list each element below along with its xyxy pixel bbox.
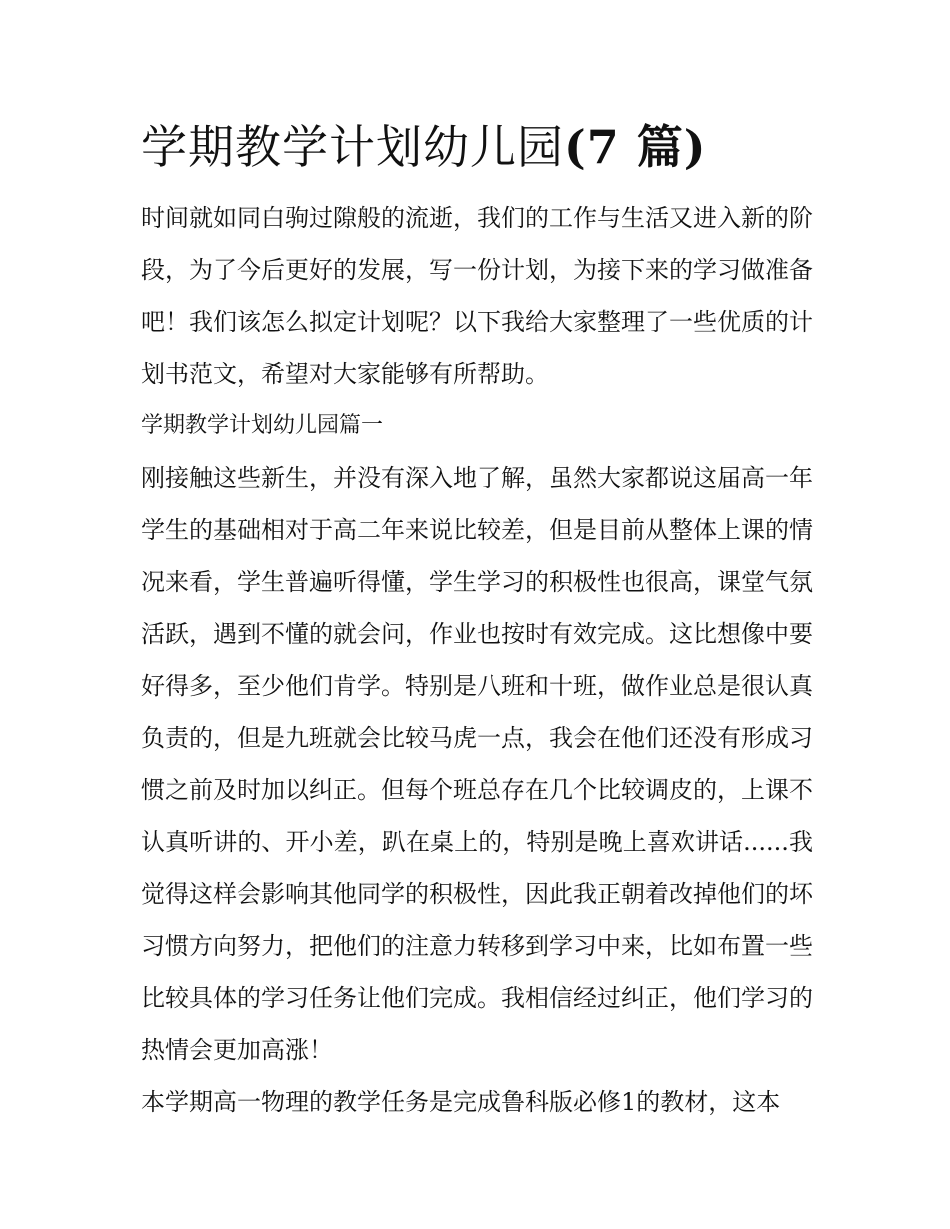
title-suffix: (7 篇) (564, 120, 707, 174)
title-main: 学期教学计划幼儿园 (141, 120, 564, 174)
body-paragraph-1: 刚接触这些新生，并没有深入地了解，虽然大家都说这届高一年学生的基础相对于高二年来说比较差，但是目前从整体上课的情况来看，学生普遍听得懂，学生学习的积极性也很高，课堂气氛活跃，遇到不懂的就会问，作业也按时有效完成。这比想像中要好得多，至少他们肯学。特别是八班和十班，做作业总是很认真负责的，但是九班就会比较马虎一点，我会在他们还没有形成习惯之前及时加以纠正。但每个班总存在几个比较调皮的，上课不认真听讲的、开小差，趴在桌上的，特别是晚上喜欢讲话......我觉得这样会影响其他同学的积极性，因此我正朝着改掉他们的坏习惯方向努力，把他们的注意力转移到学习中来，比如布置一些比较具体的学习任务让他们完成。我相信经过纠正，他们学习的热情会更加高涨！ (141, 464, 813, 1064)
document-body (141, 118, 813, 1128)
body-paragraph-2: 本学期高一物理的教学任务是完成鲁科版必修1的教材，这本 (141, 1088, 781, 1116)
document-title (141, 118, 813, 176)
intro-paragraph: 时间就如同白驹过隙般的流逝，我们的工作与生活又进入新的阶段，为了今后更好的发展，写一份计划，为接下来的学习做准备吧！我们该怎么拟定计划呢？以下我给大家整理了一些优质的计划书范文，希望对大家能够有所帮助。 (141, 204, 813, 388)
section-heading: 学期教学计划幼儿园篇一 (141, 413, 384, 438)
